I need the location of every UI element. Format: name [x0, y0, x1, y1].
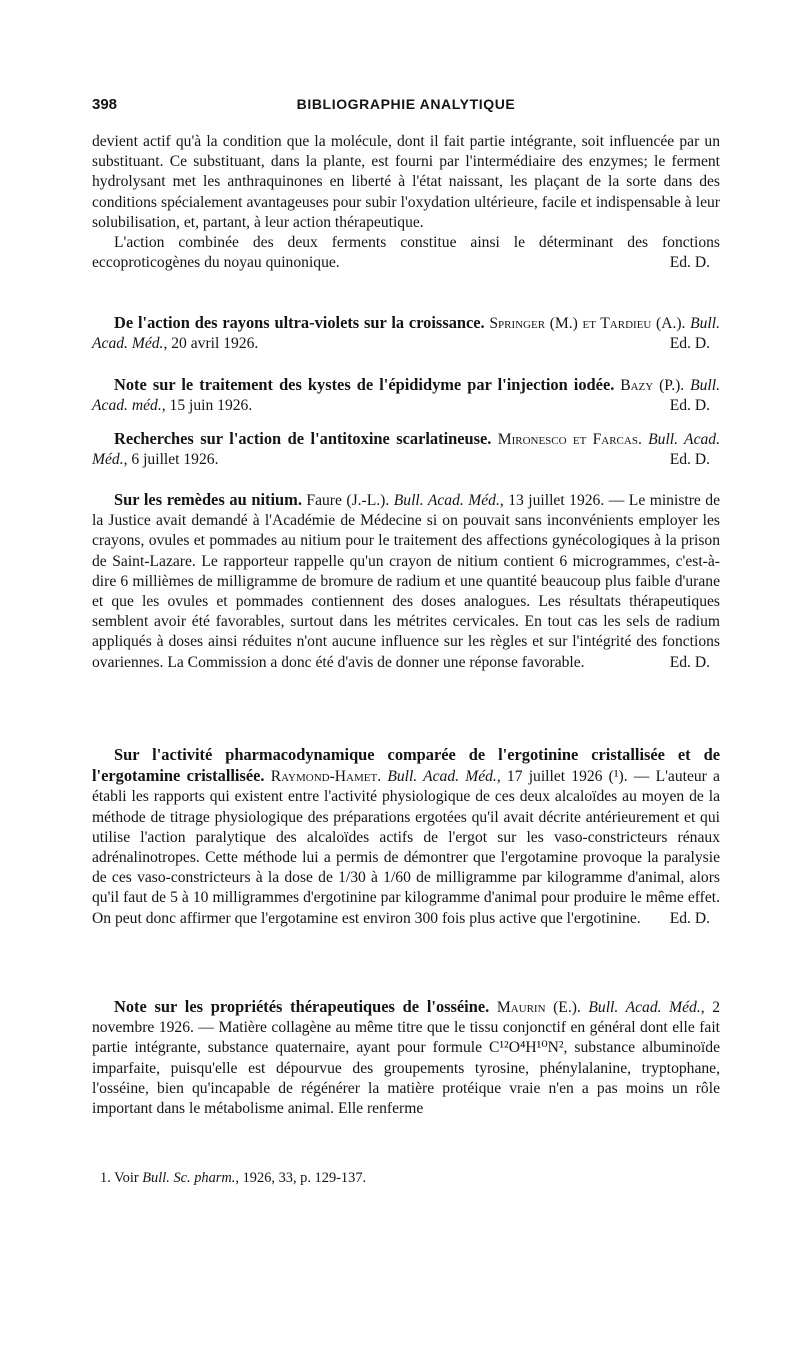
entry-authors: Springer (M.) et Tardieu (A.).: [489, 315, 686, 332]
entry-title: Recherches sur l'action de l'antitoxine scarlatineuse.: [114, 429, 492, 448]
signature: Ed. D.: [669, 451, 710, 469]
bibliography-entry: [92, 313, 720, 354]
signature: Ed. D.: [669, 335, 710, 353]
bibliography-entry: [92, 490, 720, 673]
signature: Ed. D.: [669, 909, 710, 927]
entry-source: Bull. Acad. méd.: [92, 377, 720, 415]
continuation-block: [92, 132, 720, 273]
entry-source: Bull. Acad. Méd.: [588, 999, 701, 1016]
entry-source: Bull. Acad. Méd.: [92, 315, 720, 353]
entry-authors: Maurin (E.).: [496, 999, 581, 1016]
entry-authors: Bazy (P.).: [620, 377, 685, 394]
entry-authors: Mironesco et Farcas.: [497, 431, 642, 448]
entry-body: — Matière collagène au même titre que le tissu conjonctif en général dont elle fait partie intégrante, substance quaternaire, ayant pour formule C¹²O⁴H¹⁰N², substance albuminoïde imparfaite, puisqu'elle est dépourvue des groupements tyrosine, phénylalanine, tryptophane, l'osséine, bien qu'incapable de régénérer la matière protéique vraie n'en a pas moins un rôle important dans le métabolisme animal. Elle renferme: [92, 1019, 721, 1118]
entry-source: Bull. Acad. Méd.: [393, 492, 500, 509]
entry-authors: Faure (J.-L.).: [306, 492, 390, 509]
page-header: [92, 96, 720, 120]
signature: Ed. D.: [669, 397, 710, 415]
entry-title: Sur les remèdes au nitium.: [114, 490, 302, 509]
entry-authors: Raymond-Hamet.: [270, 768, 382, 786]
entry-body: — Le ministre de la Justice avait demandé à l'Académie de Médecine si on pouvait sans inconvénients employer les crayons, ovules et pommades au nitium pour le traitement des affections gynécologiques à la prison de Saint-Lazare. Le rapporteur rappelle qu'un crayon de nitium contient 6 microgrammes, c'est-à-dire 6 millièmes de milligramme de bromure de radium et une quantité beaucoup plus faible d'urane et que les ovules et pommades contiennent des doses analogues. Les résultats thérapeutiques semblent avoir été favorables, surtout dans les métrites cervicales. En tout cas les sels de radium appliqués à doses ainsi réduites n'ont aucune influence sur les règles et sur l'intégrité des fonctions ovariennes. La Commission a donc été d'avis de donner une réponse favorable.: [92, 492, 721, 671]
entry-body: — L'auteur a établi les rapports qui existent entre l'activité physiologique de ces deux alcaloïdes au moyen de la méthode de titrage physiologique des préparations ergotées qu'il avait décrite antérieurement et qui utilise l'action paralytique des alcaloïdes actifs de l'ergot sur les vaso-constricteurs rénaux adrénalinotropes. Cette méthode lui a permis de démontrer que l'ergotamine provoque la paralysie de ces vaso-constricteurs à la dose de 1/30 à 1/60 de milligramme par kilogramme d'animal, alors qu'il faut de 5 à 10 milligrammes d'ergotinine par kilogramme d'animal pour produire le même effet. On peut donc affirmer que l'ergotamine est environ 300 fois plus active que l'ergotinine.: [92, 768, 720, 927]
entry-date: , 13 juillet 1926.: [499, 492, 605, 509]
footnote-rest: , 1926, 33, p. 129-137.: [235, 1170, 367, 1186]
entry-source: Bull. Acad. Méd.: [92, 431, 720, 469]
footnote: [100, 1169, 720, 1187]
signature: Ed. D.: [669, 653, 710, 671]
entry-date: , 20 avril 1926.: [163, 335, 259, 353]
entry-date: , 15 juin 1926.: [161, 397, 253, 415]
bibliography-entry: [92, 745, 720, 929]
entry-date: , 6 juillet 1926.: [123, 451, 219, 469]
signature: Ed. D.: [669, 254, 710, 272]
continuation-paragraph: [92, 132, 720, 233]
page-number: 398: [92, 96, 118, 113]
entry-title: Sur l'activité pharmacodynamique comparée de l'ergotinine cristallisée et de l'ergotamine cristallisée.: [92, 745, 720, 786]
bibliography-entry: [92, 429, 720, 470]
entry-date: , 2 novembre 1926.: [92, 999, 720, 1037]
bibliography-entry: [92, 997, 720, 1119]
footnote-text: 1. Voir: [100, 1170, 143, 1186]
entry-title: Note sur le traitement des kystes de l'épididyme par l'injection iodée.: [114, 375, 615, 394]
continuation-paragraph-2: [92, 233, 720, 273]
bibliography-entry: [92, 375, 720, 416]
footnote-source: Bull. Sc. pharm.: [142, 1170, 236, 1186]
continuation-text-2: L'action combinée des deux ferments constitue ainsi le déterminant des fonctions eccoproticogènes du noyau quinonique.: [92, 234, 720, 272]
continuation-text: devient actif qu'à la condition que la molécule, dont il fait partie intégrante, soit influencée par un substituant. Ce substituant, dans la plante, est fourni par l'intermédiaire des enzymes; le ferment hydrolysant met les anthraquinones en liberté à l'état naissant, les plaçant de la sorte dans des conditions spécialement avantageuses pour subir l'oxydation ultérieure, facile et indispensable à leur solubilisation, et, partant, à leur action thérapeutique.: [92, 133, 720, 231]
entry-title: Note sur les propriétés thérapeutiques de l'osséine.: [114, 997, 490, 1016]
running-head: BIBLIOGRAPHIE ANALYTIQUE: [296, 96, 516, 112]
entry-title: De l'action des rayons ultra-violets sur la croissance.: [114, 313, 485, 332]
entry-date: , 17 juillet 1926 (¹).: [496, 768, 628, 786]
entry-source: Bull. Acad. Méd.: [387, 768, 497, 786]
